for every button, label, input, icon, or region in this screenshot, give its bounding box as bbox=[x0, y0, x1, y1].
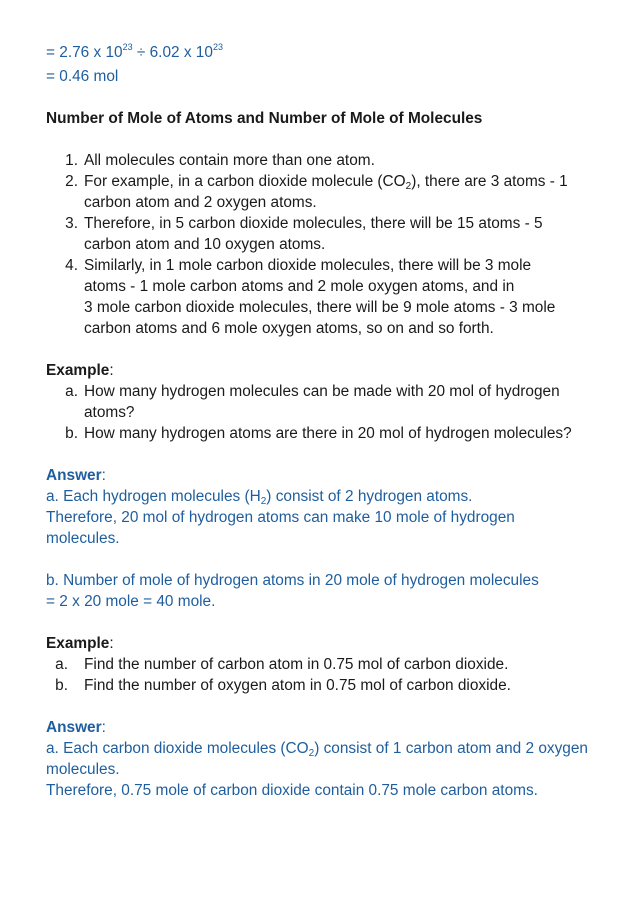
list-item-text: Therefore, in 5 carbon dioxide molecules, there will be 15 atoms - 5 bbox=[84, 215, 543, 232]
answer-line bbox=[46, 738, 588, 759]
list-item-text: How many hydrogen molecules can be made with 20 mol of hydrogen bbox=[84, 383, 560, 400]
answer-label bbox=[46, 717, 106, 738]
example-label bbox=[46, 360, 114, 381]
calc-term-2: ÷ 6.02 x 10 bbox=[132, 44, 213, 61]
answer-line: molecules. bbox=[46, 530, 120, 547]
answer-line: Therefore, 0.75 mole of carbon dioxide contain 0.75 mole carbon atoms. bbox=[46, 782, 538, 799]
answer-line: Therefore, 20 mol of hydrogen atoms can make 10 mole of hydrogen bbox=[46, 509, 515, 526]
calc-line-1 bbox=[46, 42, 223, 63]
text-segment: a. Each carbon dioxide molecules (CO bbox=[46, 740, 309, 757]
list-item-continuation: 3 mole carbon dioxide molecules, there will be 9 mole atoms - 3 mole bbox=[84, 299, 556, 316]
list-item-text: All molecules contain more than one atom. bbox=[84, 152, 375, 169]
list-item-continuation: atoms - 1 mole carbon atoms and 2 mole oxygen atoms, and in bbox=[84, 278, 515, 295]
text-segment: ), there are 3 atoms - 1 bbox=[411, 173, 568, 190]
list-item-continuation: carbon atom and 2 oxygen atoms. bbox=[84, 194, 317, 211]
list-marker: b. bbox=[65, 425, 78, 442]
text-segment: a. Each hydrogen molecules (H bbox=[46, 488, 261, 505]
calc-term-1: = 2.76 x 10 bbox=[46, 44, 123, 61]
subscript: 2 bbox=[308, 748, 315, 759]
list-marker: a. bbox=[55, 656, 68, 673]
list-item-text: Find the number of carbon atom in 0.75 mol of carbon dioxide. bbox=[84, 656, 509, 673]
label-colon: : bbox=[109, 362, 114, 379]
list-marker: 3. bbox=[65, 215, 78, 232]
list-item-text: How many hydrogen atoms are there in 20 mol of hydrogen molecules? bbox=[84, 425, 572, 442]
answer-label-text: Answer bbox=[46, 719, 102, 736]
subscript: 2 bbox=[260, 496, 267, 507]
answer-line: molecules. bbox=[46, 761, 120, 778]
list-marker: a. bbox=[65, 383, 78, 400]
text-segment: ) consist of 1 carbon atom and 2 oxygen bbox=[314, 740, 588, 757]
text-segment: ) consist of 2 hydrogen atoms. bbox=[266, 488, 473, 505]
label-colon: : bbox=[101, 467, 106, 484]
example-label bbox=[46, 633, 114, 654]
answer-line bbox=[46, 486, 472, 507]
answer-line: b. Number of mole of hydrogen atoms in 20 mole of hydrogen molecules bbox=[46, 572, 539, 589]
label-colon: : bbox=[109, 635, 114, 652]
answer-label-text: Answer bbox=[46, 467, 102, 484]
example-label-text: Example bbox=[46, 635, 110, 652]
list-marker: 4. bbox=[65, 257, 78, 274]
list-marker: b. bbox=[55, 677, 68, 694]
section-heading: Number of Mole of Atoms and Number of Mole of Molecules bbox=[46, 110, 483, 127]
subscript: 2 bbox=[405, 181, 412, 192]
list-marker: 2. bbox=[65, 173, 78, 190]
list-item-text: Similarly, in 1 mole carbon dioxide molecules, there will be 3 mole bbox=[84, 257, 532, 274]
list-item-continuation: atoms? bbox=[84, 404, 135, 421]
answer-line: = 2 x 20 mole = 40 mole. bbox=[46, 593, 216, 610]
list-item-text: Find the number of oxygen atom in 0.75 mol of carbon dioxide. bbox=[84, 677, 511, 694]
list-item-continuation: carbon atoms and 6 mole oxygen atoms, so on and so forth. bbox=[84, 320, 494, 337]
label-colon: : bbox=[101, 719, 106, 736]
list-item-text bbox=[84, 171, 568, 192]
calc-exponent-1: 23 bbox=[122, 42, 133, 52]
calc-line-2: = 0.46 mol bbox=[46, 68, 119, 85]
answer-label bbox=[46, 465, 106, 486]
list-marker: 1. bbox=[65, 152, 78, 169]
example-label-text: Example bbox=[46, 362, 110, 379]
text-segment: For example, in a carbon dioxide molecule (CO bbox=[84, 173, 406, 190]
list-item-continuation: carbon atom and 10 oxygen atoms. bbox=[84, 236, 326, 253]
calc-exponent-2: 23 bbox=[212, 42, 223, 52]
